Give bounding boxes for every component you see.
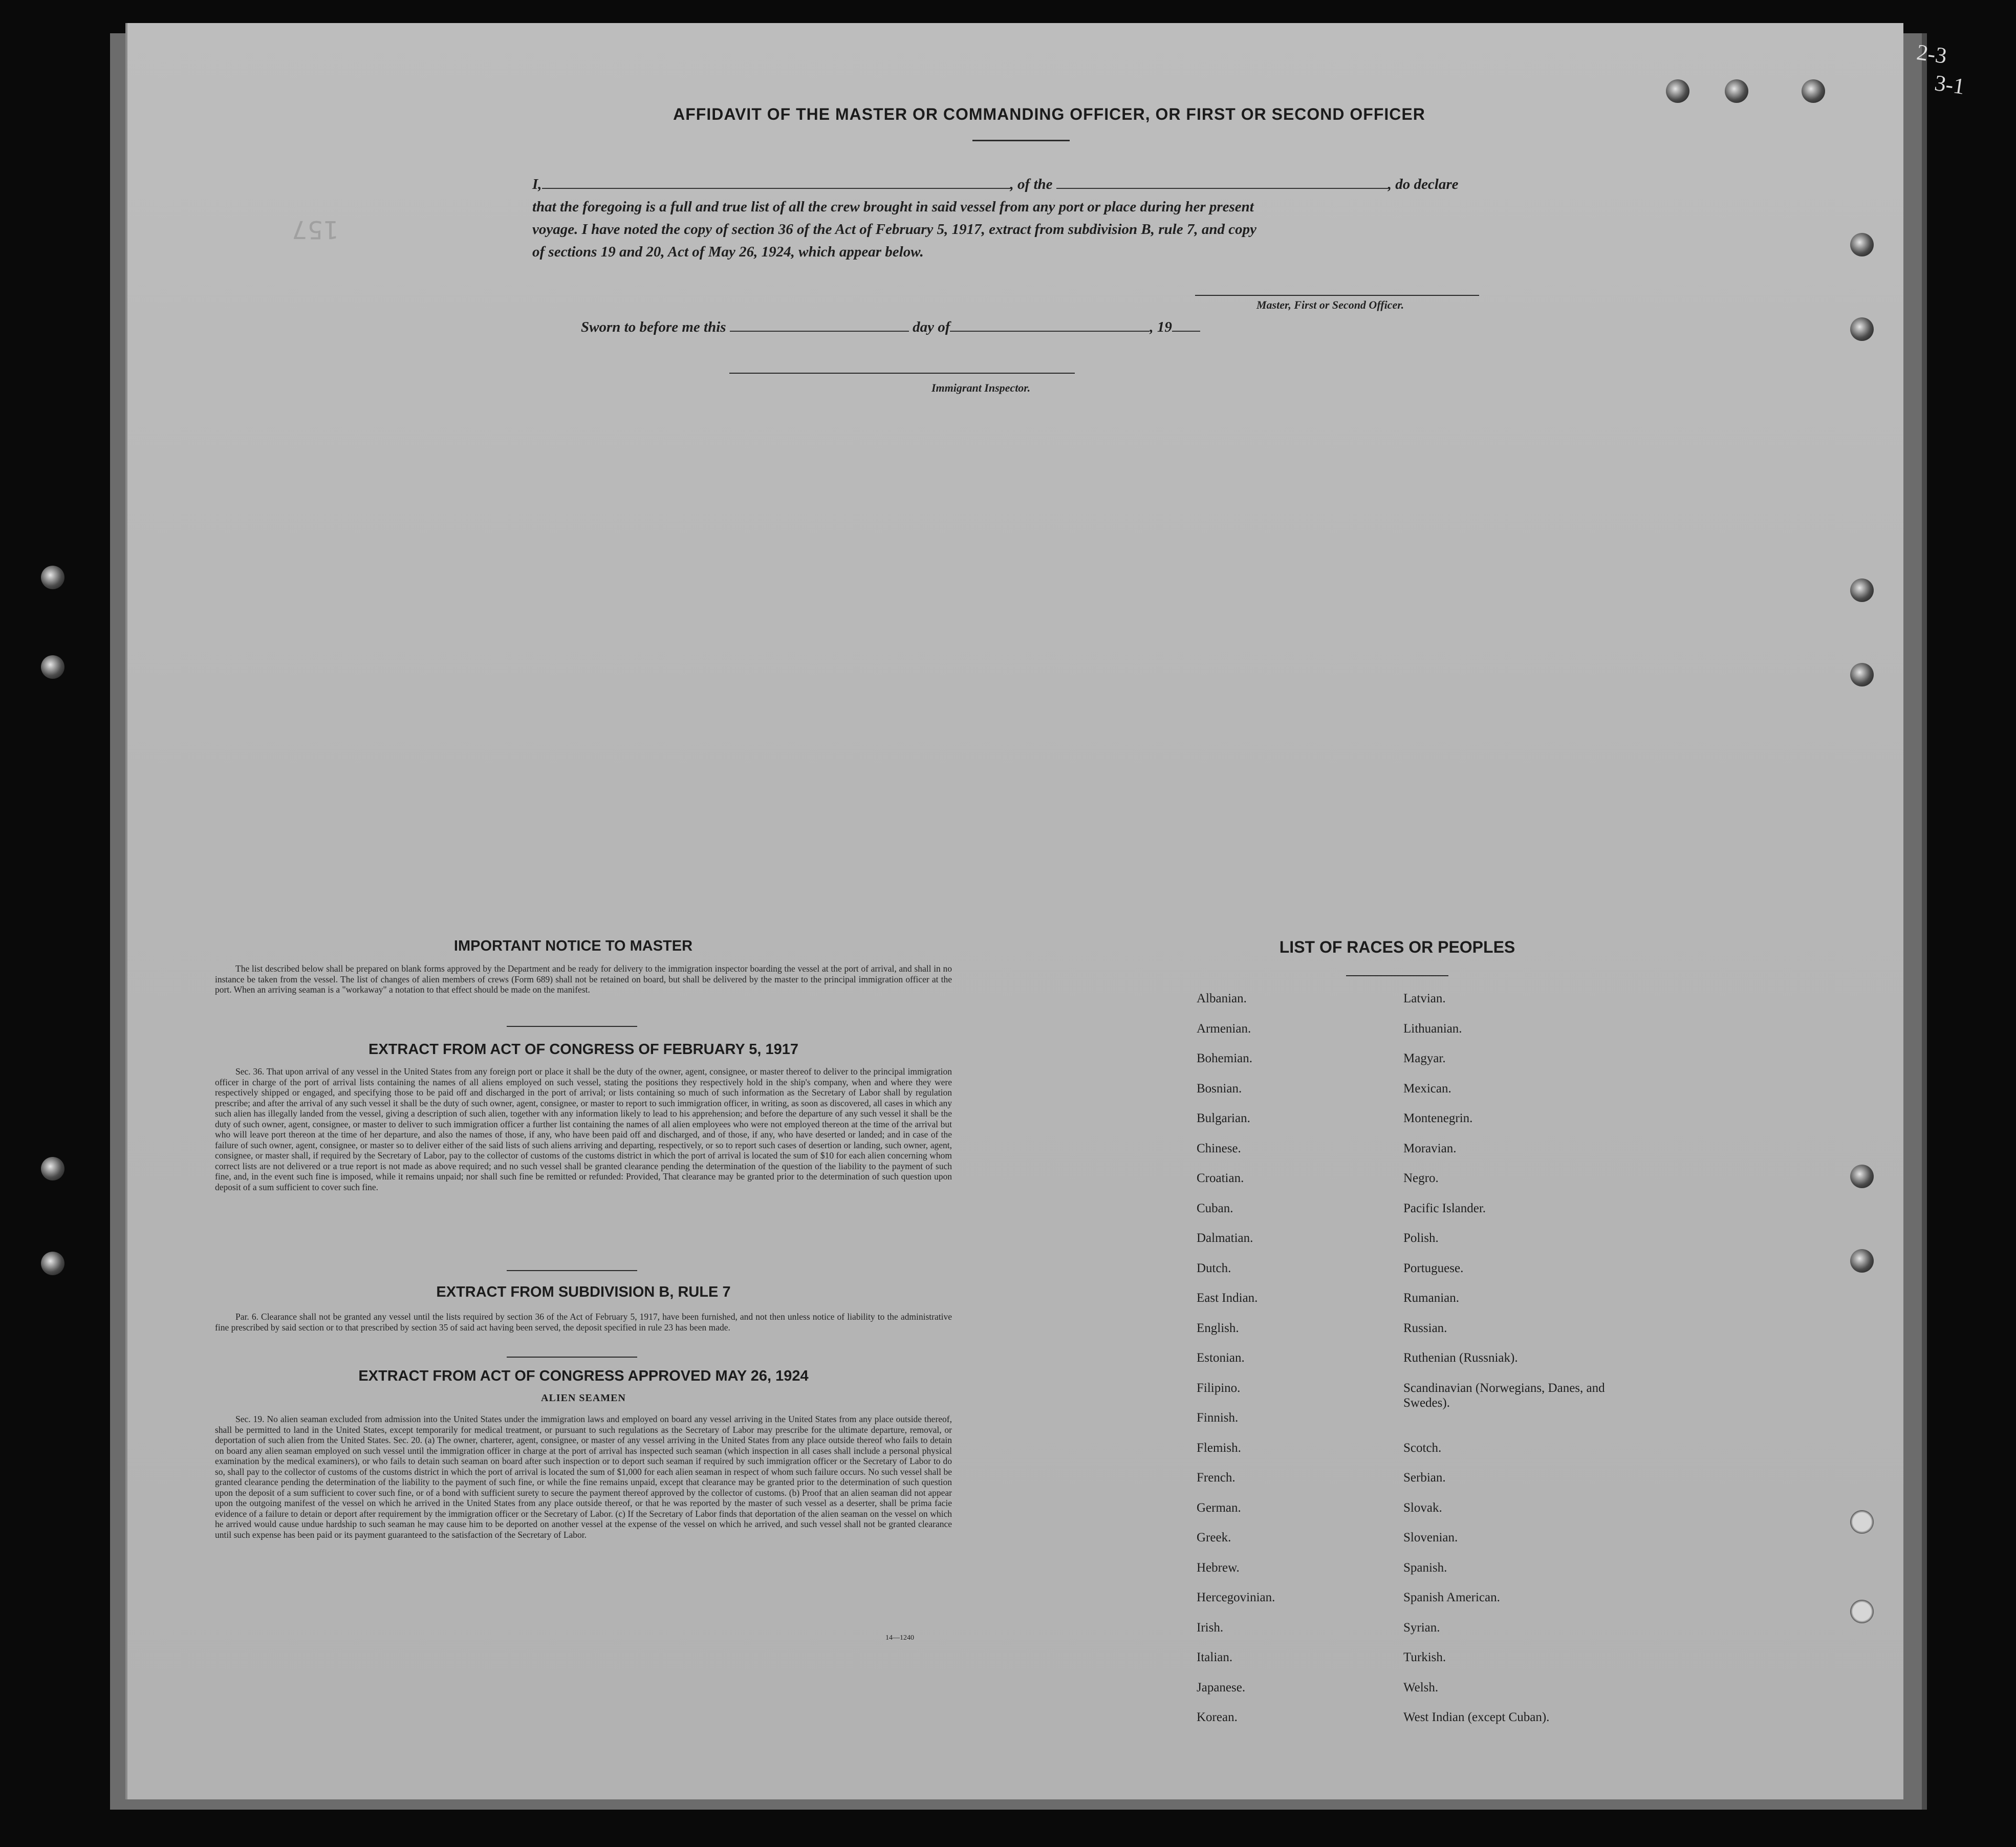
title-divider xyxy=(972,140,1070,141)
declaration-line-3: voyage. I have noted the copy of section 36 of the Act of February 5, 1917, extract from subdivision B, rule 7, and copy xyxy=(532,221,1256,238)
race-list-item: Polish. xyxy=(1403,1231,1439,1245)
race-list-item: Portuguese. xyxy=(1403,1261,1464,1275)
declaration-line-1 xyxy=(532,173,1515,196)
sworn-month-field[interactable] xyxy=(950,319,1150,332)
races-divider xyxy=(1346,975,1448,976)
binder-hole-icon xyxy=(41,655,64,679)
race-list-item: Mexican. xyxy=(1403,1081,1451,1096)
extract-1924-title: EXTRACT FROM ACT OF CONGRESS APPROVED MAY 26, 1924 xyxy=(358,1368,809,1384)
race-list-item: Rumanian. xyxy=(1403,1291,1460,1305)
race-list-item: Welsh. xyxy=(1403,1680,1439,1694)
race-list-item: Greek. xyxy=(1197,1531,1231,1544)
year-label: , 19 xyxy=(1150,319,1172,335)
race-list-item: Spanish American. xyxy=(1403,1591,1500,1604)
of-the-label: , of the xyxy=(1010,176,1053,192)
sworn-label: Sworn to before me this xyxy=(581,319,726,335)
rule7-text: Par. 6. Clearance shall not be granted any vessel until the lists required by section 36 of the Act of February 5, 1917, have been furnished, and not then unless notice of liability to the administrative fine prescribed by said section or to that prescribed by section 35 of said act having been served, the deposit specified in rule 23 has been made. xyxy=(215,1312,952,1333)
extract-1917-title: EXTRACT FROM ACT OF CONGRESS OF FEBRUARY 5, 1917 xyxy=(368,1041,799,1058)
race-list-item: Bosnian. xyxy=(1197,1081,1242,1096)
binder-hole-icon xyxy=(1850,663,1874,686)
binder-hole-icon xyxy=(1725,79,1748,103)
race-list-item: Scandinavian (Norwegians, Danes, and Swedes). xyxy=(1403,1381,1605,1410)
race-list-item: Moravian. xyxy=(1403,1141,1457,1155)
master-signature-line xyxy=(1195,295,1479,296)
corner-mark: 3-1 xyxy=(1933,70,1966,99)
notice-divider xyxy=(507,1026,637,1027)
do-declare-label: , do declare xyxy=(1388,176,1459,192)
races-column-1 xyxy=(1197,984,1391,1733)
extract-1917-divider xyxy=(507,1270,637,1271)
inspector-signature-line xyxy=(729,373,1075,374)
race-list-item: Croatian. xyxy=(1197,1171,1244,1185)
race-list-item: Spanish. xyxy=(1403,1560,1447,1575)
vessel-name-field[interactable] xyxy=(1056,177,1388,189)
day-of-label: day of xyxy=(913,319,950,335)
race-list-item: French. xyxy=(1197,1471,1235,1485)
race-list-item: Irish. xyxy=(1197,1620,1224,1635)
race-list-item: Filipino. xyxy=(1197,1381,1241,1395)
binder-hole-icon xyxy=(1850,233,1874,256)
race-list-item: Flemish. xyxy=(1197,1441,1241,1455)
binder-hole-icon xyxy=(41,566,64,589)
binder-hole-icon xyxy=(1850,1249,1874,1273)
binder-hole-icon xyxy=(41,1252,64,1275)
race-list-item: Latvian. xyxy=(1403,992,1446,1005)
race-list-item: Italian. xyxy=(1197,1650,1233,1664)
race-list-item: Ruthenian (Russniak). xyxy=(1403,1351,1518,1365)
race-list-item: Finnish. xyxy=(1197,1411,1239,1425)
sworn-day-field[interactable] xyxy=(730,319,909,332)
extract-1917-text: Sec. 36. That upon arrival of any vessel in the United States from any foreign port or place it shall be the duty of the owner, agent, consignee, or master thereof to deliver to the principal immigration officer in charge of the port of arrival lists containing the names of all aliens employed on such vessel, stating the positions they respectively hold in the ship's company, when and where they were respectively shipped or engaged, and specifying those to be paid off and discharged in the port of arrival; or lists containing so much of such information as the Secretary of Labor shall by regulation prescribe; and after the arrival of any such vessel it shall be the duty of such owner, agent, consignee, or master to report to such immigration officer, in writing, as soon as discovered, all cases in which any such alien has illegally landed from the vessel, giving a description of such alien, together with any information likely to lead to his apprehension; and before the departure of any such vessel it shall be the duty of such owner, agent, consignee, or master to deliver to such immigration officer a further list containing the names of all alien employees who were not employed thereon at the time of the arrival but who will leave port thereon at the time of her departure, and also the names of those, if any, who have been paid off and discharged, and of those, if any, who have deserted or landed; and in case of the failure of such owner, agent, consignee, or master so to deliver either of the said lists of such aliens arriving and departing, respectively, or so to report such cases of desertion or landing, such owner, agent, consignee, or master shall, if required by the Secretary of Labor, pay to the collector of customs of the customs district in which the port of arrival is located the sum of $10 for each alien concerning whom correct lists are not delivered or a true report is not made as above required; and no such vessel shall be granted clearance pending the determination of the question of the liability to the payment of such fine, and, in the event such fine is imposed, while it remains unpaid; nor shall such fine be remitted or refunded: Provided, That clearance may be granted prior to the determination of such question upon deposit of a sum sufficient to cover such fine. xyxy=(215,1066,952,1192)
race-list-item: Hercegovinian. xyxy=(1197,1591,1275,1604)
race-list-item: Turkish. xyxy=(1403,1650,1446,1664)
race-list-item: Negro. xyxy=(1403,1171,1439,1185)
race-list-item: Hebrew. xyxy=(1197,1560,1240,1575)
race-list-item: Serbian. xyxy=(1403,1471,1446,1485)
race-list-item: Magyar. xyxy=(1403,1051,1446,1065)
race-list-item: German. xyxy=(1197,1500,1241,1515)
binder-hole-icon xyxy=(1850,317,1874,341)
binder-hole-icon xyxy=(1850,1510,1874,1534)
sworn-year-field[interactable] xyxy=(1172,319,1200,332)
binder-hole-icon xyxy=(1802,79,1825,103)
i-label: I, xyxy=(532,176,542,192)
rule7-title: EXTRACT FROM SUBDIVISION B, RULE 7 xyxy=(436,1284,731,1300)
declaration-line-4: of sections 19 and 20, Act of May 26, 1924, which appear below. xyxy=(532,244,924,260)
race-list-item: Montenegrin. xyxy=(1403,1111,1473,1125)
race-list-item: Japanese. xyxy=(1197,1680,1246,1694)
race-list-item: Pacific Islander. xyxy=(1403,1201,1486,1215)
race-list-item: Cuban. xyxy=(1197,1201,1233,1215)
extract-1924-text: Sec. 19. No alien seaman excluded from admission into the United States under the immigration laws and employed on board any vessel arriving in the United States from any place outside thereof, shall be permitted to land in the United States, except temporarily for medical treatment, or pursuant to such regulations as the Secretary of Labor may prescribe for the ultimate departure, removal, or deportation of such alien from the United States. Sec. 20. (a) The owner, charterer, agent, consignee, or master of any vessel arriving in the United States from any place outside thereof who fails to detain on board any alien seaman employed on such vessel until the immigration officer in charge at the port of arrival has inspected such seaman (which inspection in all cases shall include a personal physical examination by the medical examiners), or who fails to detain such seaman on board after such inspection or to deport such seaman if required by such immigration officer or the Secretary of Labor to do so, shall pay to the collector of customs of the customs district in which the port of arrival is located the sum of $1,000 for each alien seaman in respect of whom such failure occurs. No such vessel shall be granted clearance pending the determination of the liability to the payment of such fine, or while the fine remains unpaid, except that clearance may be granted prior to the determination of such question upon the deposit of a sum sufficient to cover such fine, or of a bond with sufficient surety to secure the payment thereof approved by the collector of customs. (b) Proof that an alien seaman did not appear upon the outgoing manifest of the vessel on which he arrived in the United States from any place outside thereof, or that he was reported by the master of such vessel as a deserter, shall be prima facie evidence of a failure to detain or deport after requirement by the immigration officer or the Secretary of Labor. (c) If the Secretary of Labor finds that deportation of the alien seaman on the vessel on which he arrived would cause undue hardship to such seaman he may cause him to be deported on another vessel at the expense of the vessel on which he arrived, and such vessel shall not be granted clearance until such expense has been paid or its payment guaranteed to the satisfaction of the Secretary of Labor. xyxy=(215,1414,952,1540)
race-list-item: Slovenian. xyxy=(1403,1531,1458,1544)
binder-hole-icon xyxy=(41,1157,64,1180)
race-list-item: Estonian. xyxy=(1197,1351,1245,1365)
binder-hole-icon xyxy=(1850,1165,1874,1188)
declaration-line-2: that the foregoing is a full and true list of all the crew brought in said vessel from any port or place during her present xyxy=(532,199,1254,215)
race-list-item: Dutch. xyxy=(1197,1261,1231,1275)
binder-hole-icon xyxy=(1850,1600,1874,1623)
inspector-signature-caption: Immigrant Inspector. xyxy=(931,381,1031,394)
pencil-page-number: 157 xyxy=(292,215,339,244)
notice-text: The list described below shall be prepared on blank forms approved by the Department and be ready for delivery to the immigration inspector boarding the vessel at the port of arrival, and shall in no instance be taken from the vessel. The list of changes of alien members of crews (Form 689) shall not be retained on board, but shall be delivered by the master to the principal immigration officer at the port. When an arriving seaman is a "workaway" a notation to that effect should be made on the manifest. xyxy=(215,963,952,995)
binder-hole-icon xyxy=(1850,578,1874,602)
race-list-item: Slovak. xyxy=(1403,1500,1442,1515)
rule7-divider xyxy=(507,1357,637,1358)
race-list-item: Lithuanian. xyxy=(1403,1021,1462,1036)
races-title: LIST OF RACES OR PEOPLES xyxy=(1279,938,1515,956)
form-number: 14—1240 xyxy=(885,1634,914,1642)
races-column-2 xyxy=(1403,984,1670,1733)
race-list-item: Bulgarian. xyxy=(1197,1111,1250,1125)
race-list-item: Scotch. xyxy=(1403,1441,1442,1455)
race-list-item: West Indian (except Cuban). xyxy=(1403,1710,1550,1724)
race-list-item: Chinese. xyxy=(1197,1141,1241,1155)
sworn-line xyxy=(581,316,1349,338)
corner-mark: 2-3 xyxy=(1915,39,1948,69)
binder-hole-icon xyxy=(1666,79,1689,103)
race-list-item: Korean. xyxy=(1197,1710,1238,1724)
race-list-item: Dalmatian. xyxy=(1197,1231,1253,1245)
race-list-item: Russian. xyxy=(1403,1321,1447,1335)
race-list-item: East Indian. xyxy=(1197,1291,1258,1305)
race-list-item: Albanian. xyxy=(1197,992,1247,1005)
race-list-item: Bohemian. xyxy=(1197,1051,1253,1065)
master-signature-caption: Master, First or Second Officer. xyxy=(1256,298,1404,311)
notice-title: IMPORTANT NOTICE TO MASTER xyxy=(453,938,693,954)
officer-name-field[interactable] xyxy=(542,177,1010,189)
race-list-item: Armenian. xyxy=(1197,1021,1251,1036)
race-list-item: English. xyxy=(1197,1321,1239,1335)
affidavit-title: AFFIDAVIT OF THE MASTER OR COMMANDING OFFICER, OR FIRST OR SECOND OFFICER xyxy=(673,105,1425,123)
extract-1924-subtitle: ALIEN SEAMEN xyxy=(541,1392,626,1404)
race-list-item: Syrian. xyxy=(1403,1620,1440,1635)
